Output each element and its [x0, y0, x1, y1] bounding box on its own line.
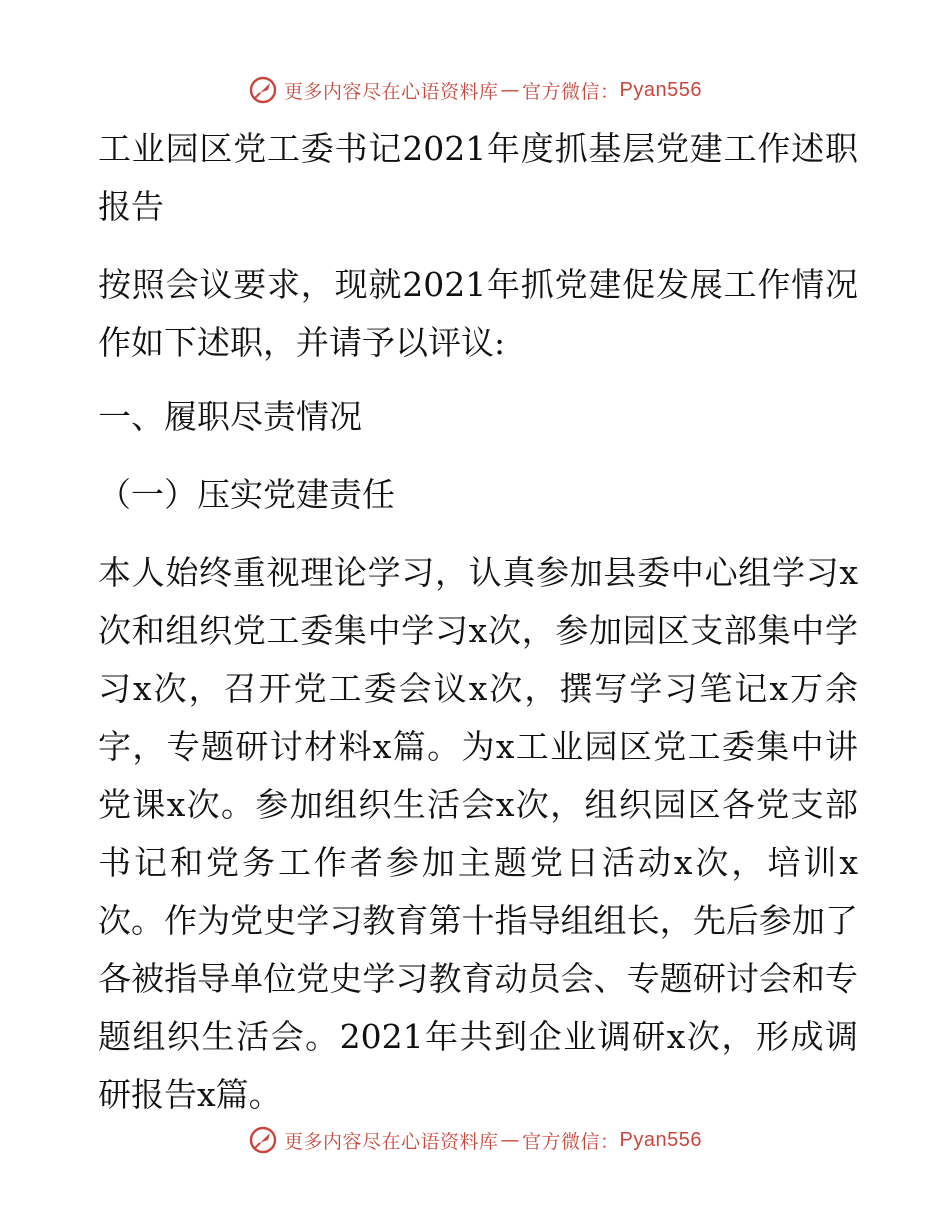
banner-wechat-id: Pyan556 — [619, 78, 702, 101]
banner-wechat-label: 官方微信： — [522, 80, 620, 103]
banner-brand-text: 更多内容尽在心语资料库 — [284, 80, 499, 103]
document-body — [98, 120, 858, 1124]
banner-brand-text: 更多内容尽在心语资料库 — [284, 1130, 499, 1153]
document-title: 工业园区党工委书记2021年度抓基层党建工作述职报告 — [98, 129, 858, 226]
banner-wechat-label: 官方微信： — [522, 1130, 620, 1153]
feather-pen-logo-icon — [248, 75, 278, 105]
banner-dash: — — [500, 79, 521, 101]
banner-wechat-id: Pyan556 — [619, 1128, 702, 1151]
section-heading-1: 一、履职尽责情况 — [98, 397, 362, 436]
intro-paragraph: 按照会议要求，现就2021年抓党建促发展工作情况作如下述职，并请予以评议: — [98, 265, 858, 362]
banner-dash: — — [500, 1129, 521, 1151]
body-paragraph-1: 本人始终重视理论学习，认真参加县委中心组学习x次和组织党工委集中学习x次，参加园区支部集中学习x次，召开党工委会议x次，撰写学习笔记x万余字，专题研讨材料x篇。为x工业园区党工委集中讲党课x次。参加组织生活会x次，组织园区各党支部书记和党务工作者参加主题党日活动x次，培训x次。作为党史学习教育第十指导组组长，先后参加了各被指导单位党史学习教育动员会、专题研讨会和专题组织生活会。2021年共到企业调研x次，形成调研报告x篇。 — [98, 553, 858, 1114]
feather-pen-logo-icon — [248, 1125, 278, 1155]
footer-watermark-banner — [0, 1120, 950, 1160]
subsection-heading-1: （一）压实党建责任 — [98, 475, 395, 514]
header-watermark-banner — [0, 70, 950, 110]
